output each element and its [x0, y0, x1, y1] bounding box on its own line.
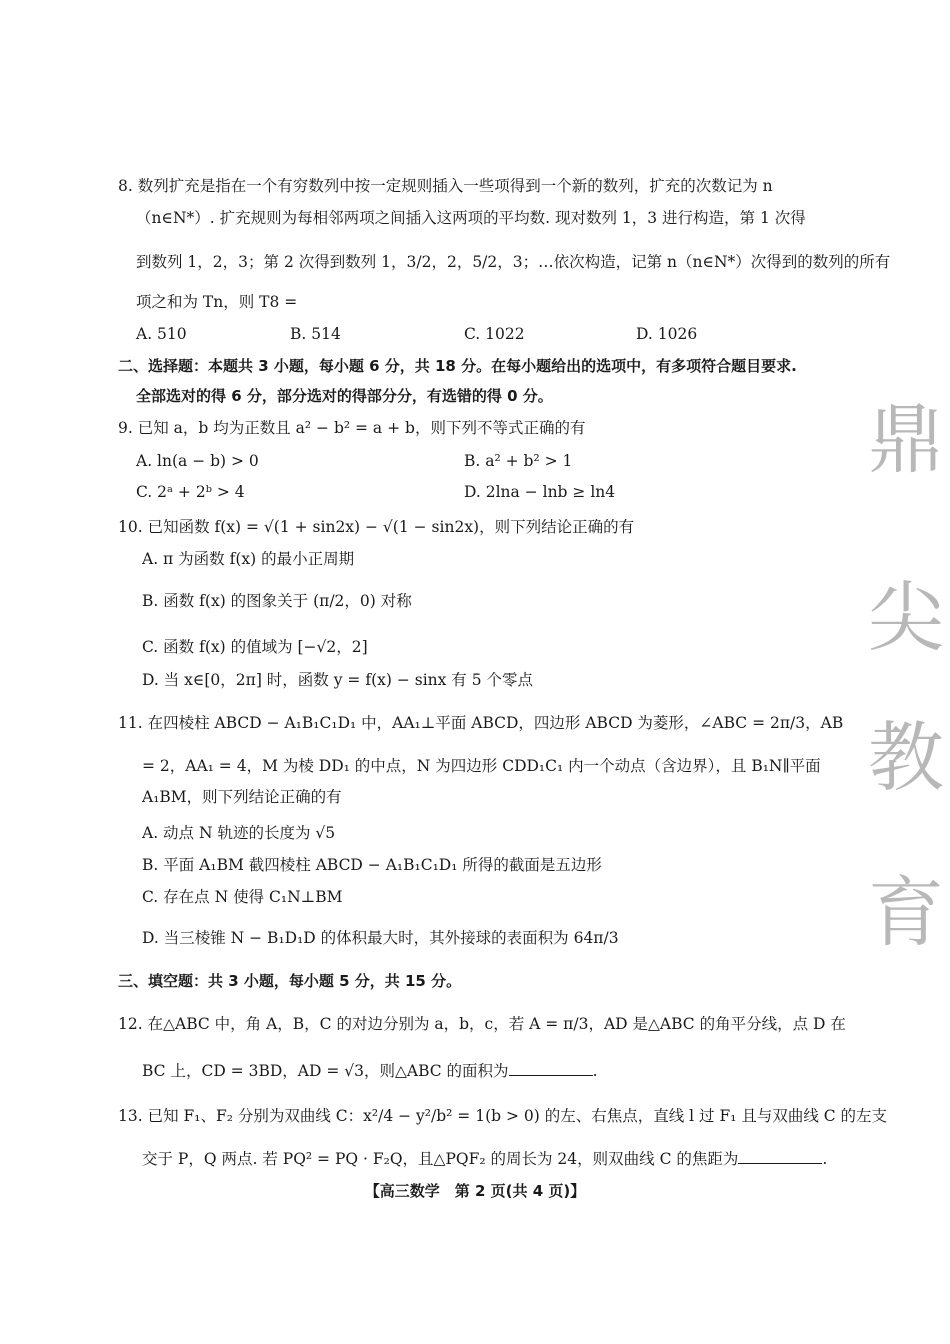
q13-line-2 [142, 1147, 827, 1170]
q8-line-4: 项之和为 Tn，则 T8 = [136, 293, 298, 311]
q8-option-b: B. 514 [290, 325, 341, 343]
page-footer: 【高三数学 第 2 页(共 4 页)】 [364, 1182, 586, 1200]
q9-stem: 9. 已知 a，b 均为正数且 a² − b² = a + b，则下列不等式正确的有 [118, 419, 586, 437]
q10-option-c: C. 函数 f(x) 的值域为 [−√2，2] [142, 638, 368, 656]
q13-line-2-text: 交于 P，Q 两点. 若 PQ² = PQ · F₂Q，且△PQF₂ 的周长为 24，则双曲线 C 的焦距为 [142, 1150, 739, 1168]
q12-answer-blank[interactable] [509, 1059, 593, 1076]
watermark-char-3: 教 [868, 713, 944, 802]
q10-stem: 10. 已知函数 f(x) = √(1 + sin2x) − √(1 − sin2x)，则下列结论正确的有 [118, 518, 635, 536]
q11-option-c: C. 存在点 N 使得 C₁N⊥BM [142, 888, 343, 906]
q11-line-2: = 2，AA₁ = 4，M 为棱 DD₁ 的中点，N 为四边形 CDD₁C₁ 内一个动点（含边界），且 B₁N∥平面 [142, 757, 821, 775]
q9-option-d: D. 2lna − lnb ≥ ln4 [464, 483, 616, 501]
q13-answer-blank[interactable] [738, 1147, 822, 1164]
watermark-char-1: 鼎 [868, 395, 944, 484]
q10-option-d: D. 当 x∈[0，2π] 时，函数 y = f(x) − sinx 有 5 个零点 [142, 671, 534, 689]
q11-option-d: D. 当三棱锥 N − B₁D₁D 的体积最大时，其外接球的表面积为 64π/3 [142, 929, 619, 947]
q12-line-1: 12. 在△ABC 中，角 A，B，C 的对边分别为 a，b，c，若 A = π/3，AD 是△ABC 的角平分线，点 D 在 [118, 1015, 846, 1033]
q10-option-b: B. 函数 f(x) 的图象关于 (π/2，0) 对称 [142, 592, 412, 610]
section3-heading: 三、填空题：共 3 小题，每小题 5 分，共 15 分。 [118, 972, 462, 990]
q8-line-2: （n∈N*）. 扩充规则为每相邻两项之间插入这两项的平均数. 现对数列 1，3 进行构造，第 1 次得 [136, 209, 806, 227]
watermark-char-4: 育 [868, 868, 944, 957]
watermark-char-2: 尖 [868, 573, 944, 662]
q13-end: . [822, 1150, 828, 1168]
q12-end: . [592, 1062, 598, 1080]
q11-line-1: 11. 在四棱柱 ABCD − A₁B₁C₁D₁ 中，AA₁⊥平面 ABCD，四边形 ABCD 为菱形，∠ABC = 2π/3，AB [118, 714, 844, 732]
section2-heading: 二、选择题：本题共 3 小题，每小题 6 分，共 18 分。在每小题给出的选项中，有多项符合题目要求. [118, 357, 797, 375]
q13-line-1: 13. 已知 F₁、F₂ 分别为双曲线 C：x²/4 − y²/b² = 1(b > 0) 的左、右焦点，直线 l 过 F₁ 且与双曲线 C 的左支 [118, 1107, 888, 1125]
q11-line-3: A₁BM，则下列结论正确的有 [142, 788, 342, 806]
q11-option-b: B. 平面 A₁BM 截四棱柱 ABCD − A₁B₁C₁D₁ 所得的截面是五边形 [142, 856, 602, 874]
q12-line-2 [142, 1059, 598, 1082]
q11-option-a: A. 动点 N 轨迹的长度为 √5 [142, 824, 336, 842]
q10-option-a: A. π 为函数 f(x) 的最小正周期 [142, 550, 355, 568]
q8-option-a: A. 510 [136, 325, 187, 343]
q8-option-c: C. 1022 [464, 325, 525, 343]
q9-option-c: C. 2ᵃ + 2ᵇ > 4 [136, 483, 245, 501]
q9-option-b: B. a² + b² > 1 [464, 452, 573, 470]
q8-option-d: D. 1026 [636, 325, 698, 343]
q8-line-1: 8. 数列扩充是指在一个有穷数列中按一定规则插入一些项得到一个新的数列，扩充的次数记为 n [118, 177, 773, 195]
q9-option-a: A. ln(a − b) > 0 [136, 452, 259, 470]
q8-line-3: 到数列 1，2，3；第 2 次得到数列 1，3/2，2，5/2，3；…依次构造，记第 n（n∈N*）次得到的数列的所有 [136, 253, 891, 271]
q12-line-2-text: BC 上，CD = 3BD，AD = √3，则△ABC 的面积为 [142, 1062, 509, 1080]
section2-heading-cont: 全部选对的得 6 分，部分选对的得部分分，有选错的得 0 分。 [136, 387, 553, 405]
